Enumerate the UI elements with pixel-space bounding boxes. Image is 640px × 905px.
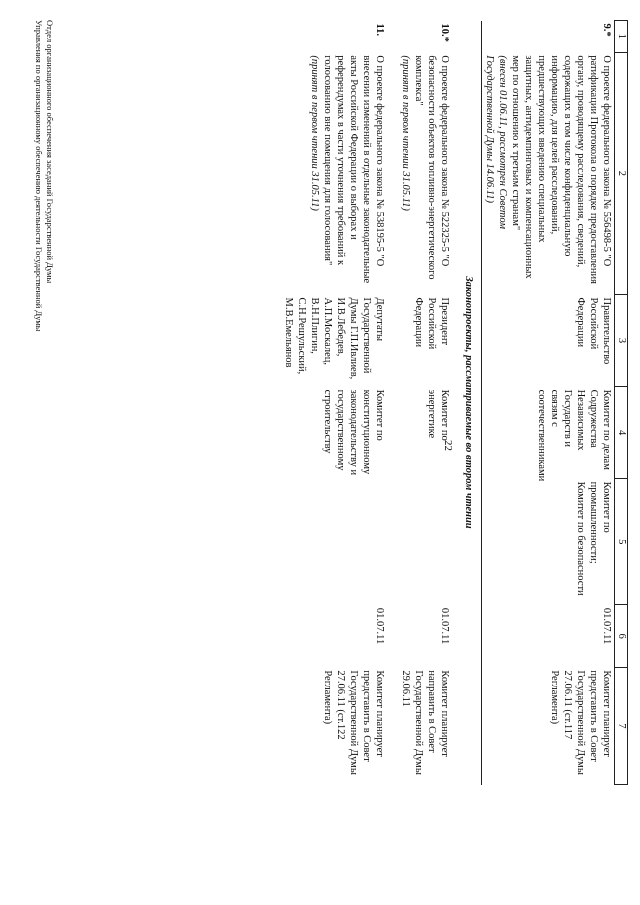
table-row bbox=[482, 21, 615, 785]
agenda-table bbox=[281, 20, 628, 785]
section-row bbox=[452, 21, 482, 785]
row-number: 10.* bbox=[439, 23, 450, 42]
initiator: Президент Российской Федерации bbox=[413, 297, 450, 350]
bill-note: (внесен 01.06.11, рассмотрен Советом Государственной Думы 14.06.11) bbox=[484, 55, 508, 229]
co-executor-committee bbox=[398, 479, 452, 605]
bill-cell bbox=[482, 52, 615, 294]
responsible-committee: Комитет по энергетике bbox=[426, 389, 450, 441]
bill-title: О проекте федерального закона № 538195-5 "О внесении изменений в отдельные законодательные акты Российской Федерации о выборах и референдумах в части уточнения требований к голосованию вне помещения для голосования" bbox=[322, 55, 385, 284]
deadline-date: 01.07.11 bbox=[482, 605, 615, 668]
responsible-committee: Комитет по конституционному законодательству и государственному строительству bbox=[322, 389, 385, 476]
column-header-3: 3 bbox=[615, 294, 628, 386]
table-row bbox=[398, 21, 452, 785]
table-row bbox=[281, 21, 398, 785]
bill-cell bbox=[281, 52, 398, 294]
column-header-2: 2 bbox=[615, 52, 628, 294]
bill-title: О проекте федерального закона № 556498-5 "О ратификации Протокола о порядке предоставления органу, проводящему расследования, сведений, содержащих в том числе конфиденциальную информацию, для целей расследований, предшествующих введению специальных защитных, антидемпинговых и компенсационных мер по отношению к третьим странам" bbox=[510, 55, 612, 284]
row-number: 9.* bbox=[482, 21, 615, 53]
column-header-6: 6 bbox=[615, 605, 628, 668]
column-header-1: 1 bbox=[615, 21, 628, 53]
initiator: Депутаты Государственной Думы Г.П.Ивлиев, И.В.Лебедев, А.П.Москалец, В.Н.Плигин, С.Н.Решульский, М.В.Емельянов bbox=[283, 297, 385, 380]
bill-cell bbox=[398, 52, 452, 294]
status-text: Комитет планирует представить в Совет Государственной Думы 27.06.11 (ст.122 Регламента) bbox=[322, 670, 385, 775]
initiator: Правительство Российской Федерации bbox=[482, 294, 615, 386]
status-text: Комитет планирует представить в Совет Государственной Думы 27.06.11 (ст.117 Регламента) bbox=[482, 667, 615, 784]
deadline-date: 01.07.11 bbox=[439, 607, 450, 645]
co-executor-committee bbox=[281, 479, 398, 605]
footer-line-2: Управления по организационному обеспечению деятельности Государственной Думы bbox=[34, 20, 44, 332]
column-header-4: 4 bbox=[615, 387, 628, 479]
row-number: 11. bbox=[374, 23, 385, 37]
page-number: 22 bbox=[442, 440, 454, 451]
bill-title: О проекте федерального закона № 522325-5 "О безопасности объектов топливно-энергетического комплекса" bbox=[413, 55, 450, 280]
status-text: Комитет планирует направить в Совет Государственной Думы 29.06.11 bbox=[400, 670, 450, 775]
column-header-5: 5 bbox=[615, 479, 628, 605]
footer-line-1: Отдел организационного обеспечения заседаний Государственной Думы bbox=[45, 20, 55, 284]
bill-note: (принят в первом чтении 31.05.11) bbox=[309, 55, 320, 211]
page-footer bbox=[33, 20, 55, 331]
deadline-date: 01.07.11 bbox=[374, 607, 385, 645]
column-header-row bbox=[615, 21, 628, 785]
column-header-7: 7 bbox=[615, 667, 628, 784]
responsible-committee: Комитет по делам Содружества Независимых Государств и связям с соотечественниками bbox=[482, 387, 615, 479]
co-executor-committee: Комитет по промышленности; Комитет по безопасности bbox=[482, 479, 615, 605]
bill-note: (принят в первом чтении 31.05.11) bbox=[400, 55, 411, 211]
section-title: Законопроекты, рассматриваемые во втором чтении bbox=[463, 276, 474, 529]
